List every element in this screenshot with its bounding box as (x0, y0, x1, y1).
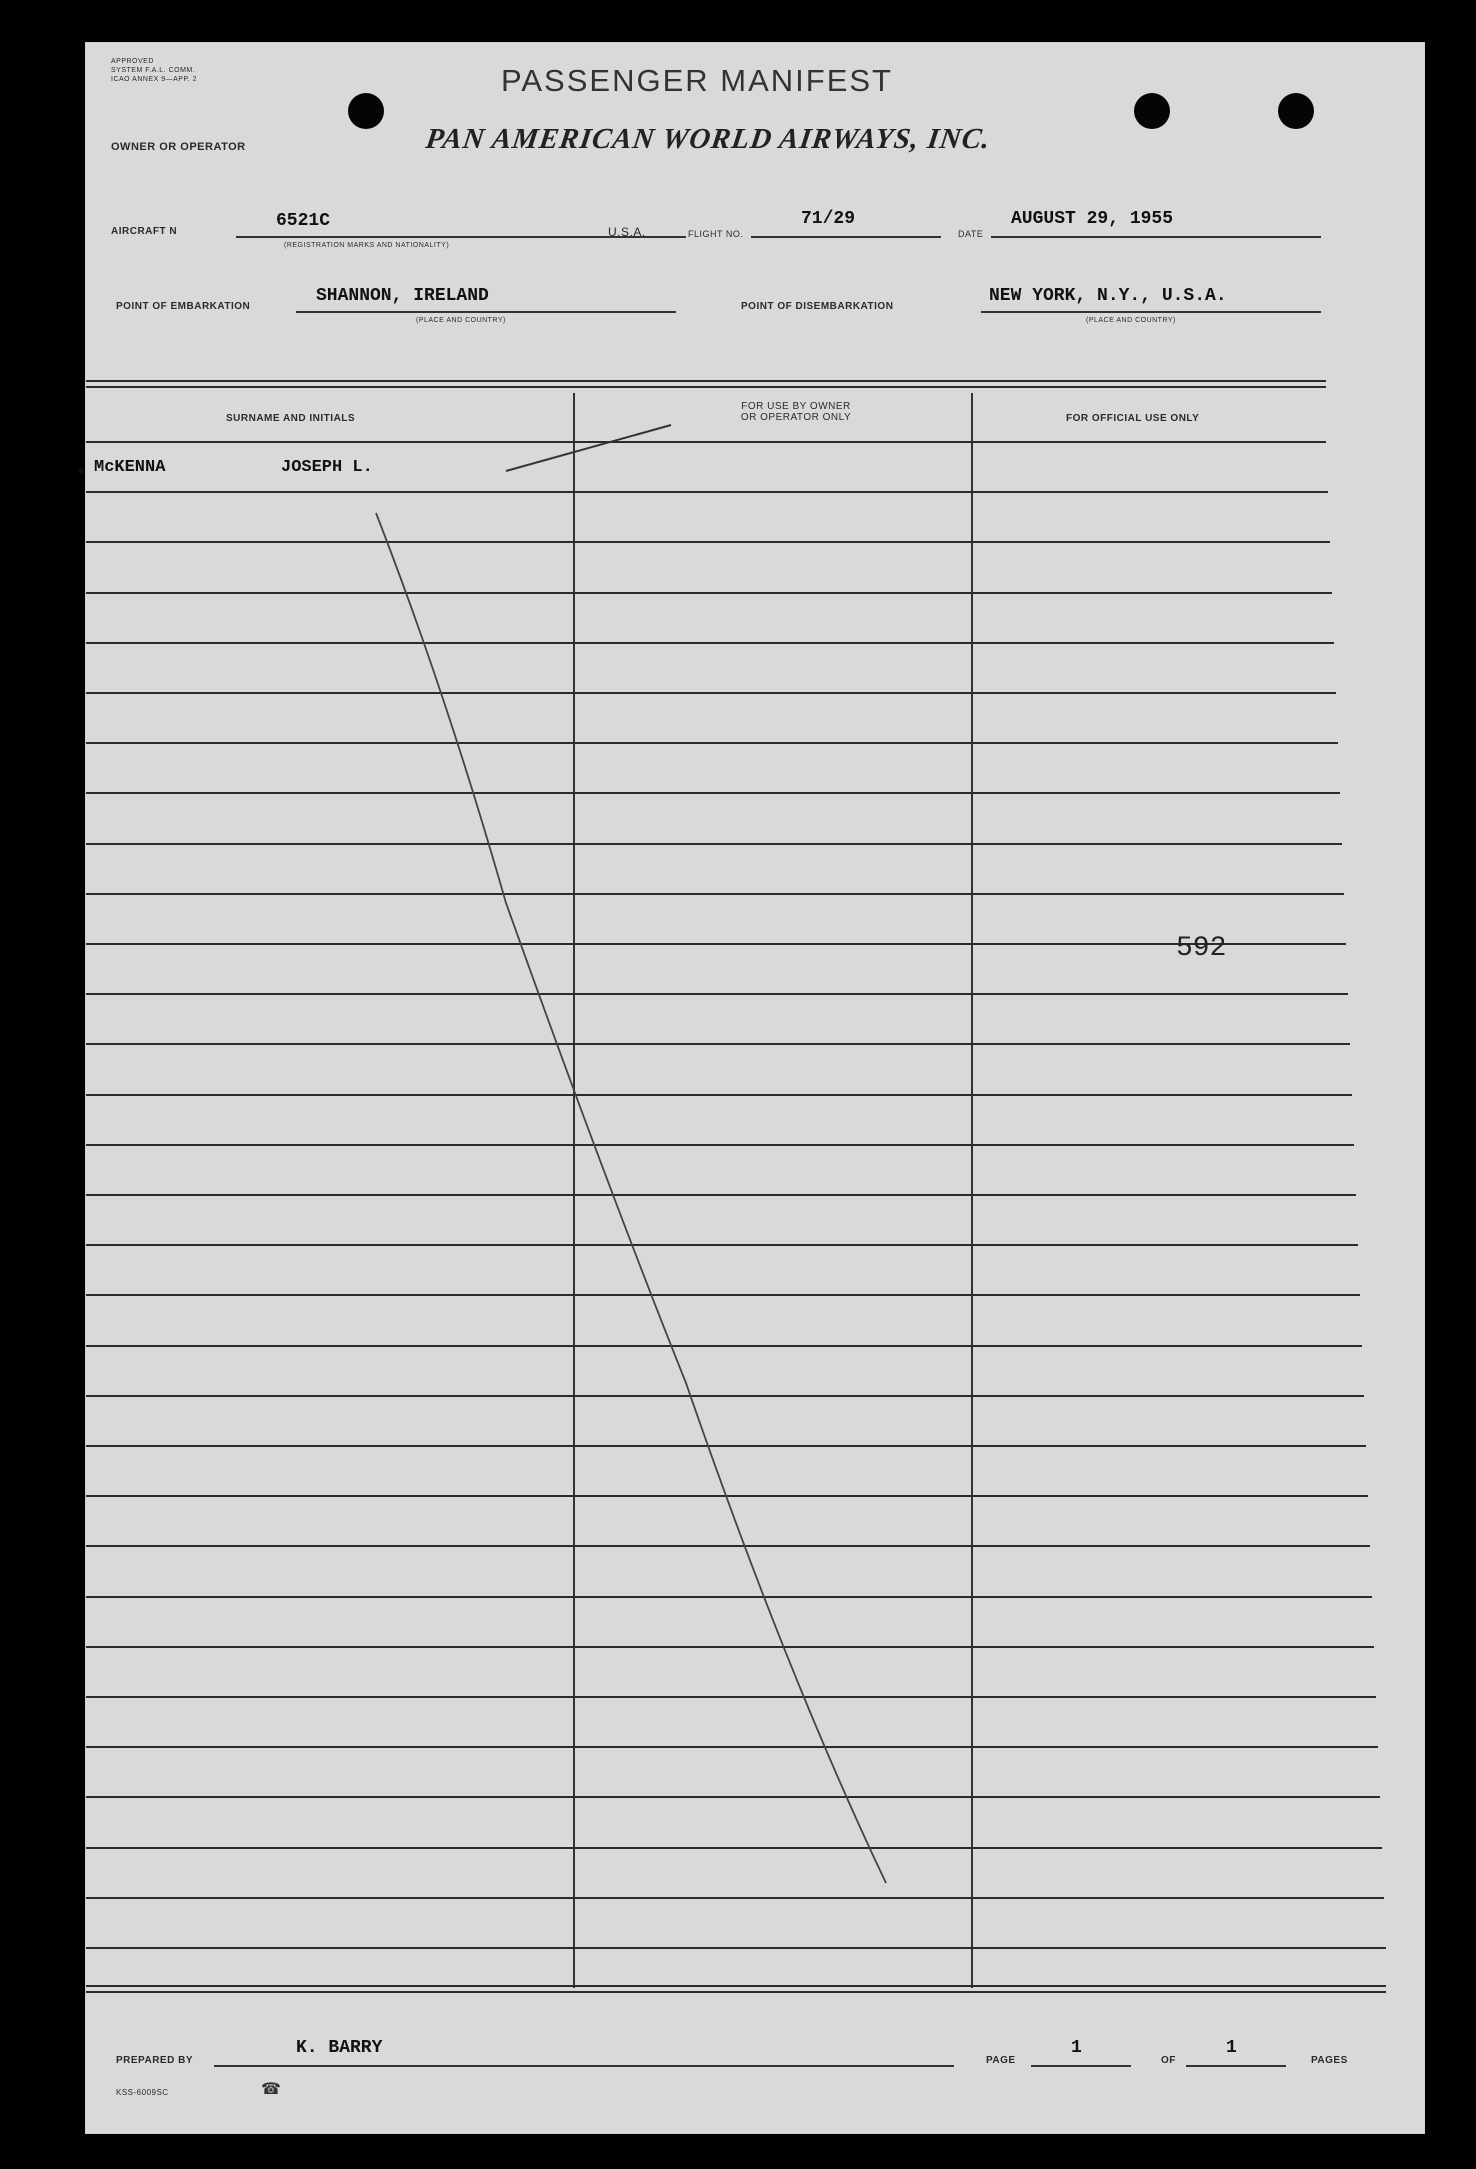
flight-value: 71/29 (801, 209, 856, 229)
passenger-initials: JOSEPH L. (281, 458, 373, 477)
page-value: 1 (1071, 2038, 1082, 2058)
operator-name: PAN AMERICAN WORLD AIRWAYS, INC. (423, 123, 993, 155)
union-label-icon: ☎ (261, 2081, 281, 2098)
prepared-line (214, 2065, 954, 2067)
surname-column-header: SURNAME AND INITIALS (226, 413, 356, 424)
date-label: DATE (958, 229, 984, 239)
pen-strokes (86, 43, 1424, 2133)
table-bottom-rule (86, 1991, 1386, 1993)
official-column-header: FOR OFFICIAL USE ONLY (1066, 413, 1200, 424)
prepared-value: K. BARRY (296, 2038, 383, 2058)
of-label: OF (1161, 2055, 1176, 2066)
official-number: 592 (1176, 933, 1227, 964)
manifest-page (78, 42, 1425, 2134)
aircraft-label: AIRCRAFT N (111, 226, 178, 237)
approval-line: APPROVED (111, 58, 154, 65)
embark-sublabel: (PLACE AND COUNTRY) (416, 317, 506, 324)
of-line (1186, 2065, 1286, 2067)
embark-value: SHANNON, IRELAND (316, 286, 489, 306)
page-line (1031, 2065, 1131, 2067)
pages-label: PAGES (1311, 2055, 1348, 2066)
embark-label: POINT OF EMBARKATION (116, 301, 251, 312)
aircraft-sublabel: (REGISTRATION MARKS AND NATIONALITY) (284, 242, 450, 249)
passenger-surname: McKENNA (94, 458, 166, 477)
page-label: PAGE (986, 2055, 1016, 2066)
flight-label: FLIGHT NO. (688, 229, 744, 239)
table-bottom-rule (86, 1985, 1386, 1987)
disembark-sublabel: (PLACE AND COUNTRY) (1086, 317, 1176, 324)
disembark-label: POINT OF DISEMBARKATION (741, 301, 894, 312)
usa-label: U.S.A. (608, 225, 646, 239)
date-value: AUGUST 29, 1955 (1011, 209, 1174, 229)
owner-label: OWNER OR OPERATOR (111, 141, 246, 153)
form-code: KSS-6009SC (116, 2088, 169, 2097)
aircraft-value: 6521C (276, 211, 331, 231)
page-title: PASSENGER MANIFEST (501, 63, 893, 98)
of-value: 1 (1226, 2038, 1237, 2058)
operator-header-line: OR OPERATOR ONLY (740, 412, 852, 423)
operator-header-line: FOR USE BY OWNER (741, 401, 851, 412)
disembark-value: NEW YORK, N.Y., U.S.A. (989, 286, 1227, 306)
approval-line: ICAO ANNEX 9—APP. 2 (111, 76, 198, 83)
prepared-label: PREPARED BY (116, 2055, 193, 2066)
row-bullet: • (78, 461, 85, 481)
pen-stroke (506, 425, 671, 471)
approval-line: SYSTEM F.A.L. COMM. (111, 67, 196, 74)
pen-stroke (376, 513, 886, 1883)
